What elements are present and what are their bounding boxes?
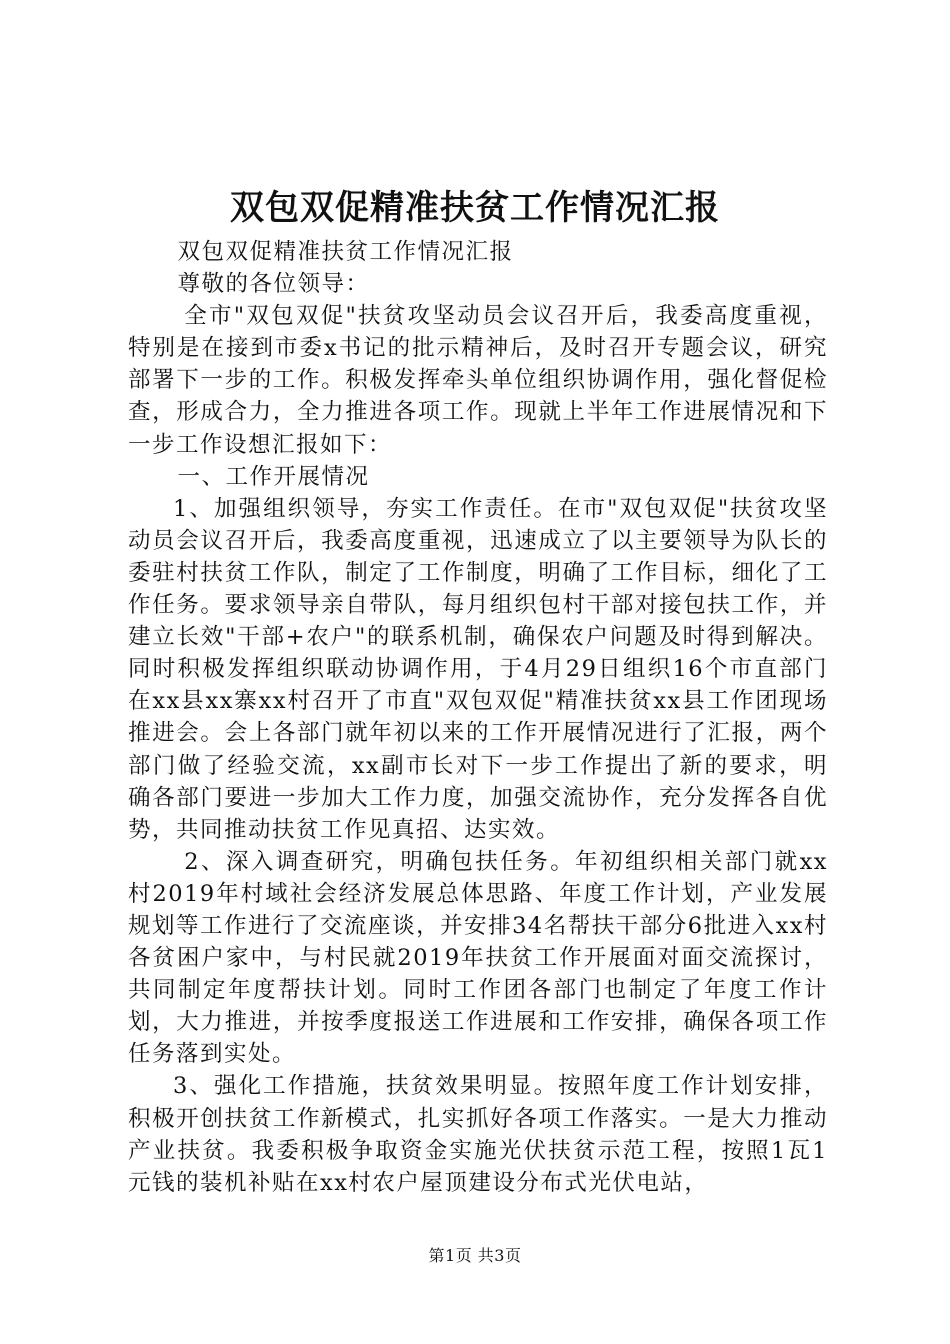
document-title: 双包双促精准扶贫工作情况汇报 <box>230 188 720 228</box>
document-body <box>128 236 828 1199</box>
page-footer: 第1页 共3页 <box>428 1246 522 1265</box>
paragraph-item-3: 3、强化工作措施，扶贫效果明显。按照年度工作计划安排，积极开创扶贫工作新模式，扎实抓好各项工作落实。一是大力推动产业扶贫。我委积极争取资金实施光伏扶贫示范工程，按照1瓦1元钱的装机补贴在xx村农户屋顶建设分布式光伏电站， <box>128 1073 828 1196</box>
paragraph-subtitle: 双包双促精准扶贫工作情况汇报 <box>177 239 514 265</box>
paragraph-intro: 全市"双包双促"扶贫攻坚动员会议召开后，我委高度重视，特别是在接到市委x书记的批示精神后，及时召开专题会议，研究部署下一步的工作。积极发挥牵头单位组织协调作用，强化督促检查，形成合力，全力推进各项工作。现就上半年工作进展情况和下一步工作设想汇报如下： <box>128 303 828 458</box>
paragraph-salutation: 尊敬的各位领导： <box>177 271 370 298</box>
paragraph-item-1: 1、加强组织领导，夯实工作责任。在市"双包双促"扶贫攻坚动员会议召开后，我委高度重视，迅速成立了以主要领导为队长的委驻村扶贫工作队，制定了工作制度，明确了工作目标，细化了工作任务。要求领导亲自带队，每月组织包村干部对接包扶工作，并建立长效"干部+农户"的联系机制，确保农户问题及时得到解决。同时积极发挥组织联动协调作用，于4月29日组织16个市直部门在xx县xx寨xx村召开了市直"双包双促"精准扶贫xx县工作团现场推进会。会上各部门就年初以来的工作开展情况进行了汇报，两个部门做了经验交流，xx副市长对下一步工作提出了新的要求，明确各部门要进一步加大工作力度，加强交流协作，充分发挥各自优势，共同推动扶贫工作见真招、达实效。 <box>128 495 828 843</box>
paragraph-item-2: 2、深入调查研究，明确包扶任务。年初组织相关部门就xx村2019年村域社会经济发展总体思路、年度工作计划，产业发展规划等工作进行了交流座谈，并安排34名帮扶干部分6批进入xx村各贫困户家中，与村民就2019年扶贫工作开展面对面交流探讨，共同制定年度帮扶计划。同时工作团各部门也制定了年度工作计划，大力推进，并按季度报送工作进展和工作安排，确保各项工作任务落到实处。 <box>128 848 828 1068</box>
section-heading: 一、工作开展情况 <box>177 463 370 490</box>
